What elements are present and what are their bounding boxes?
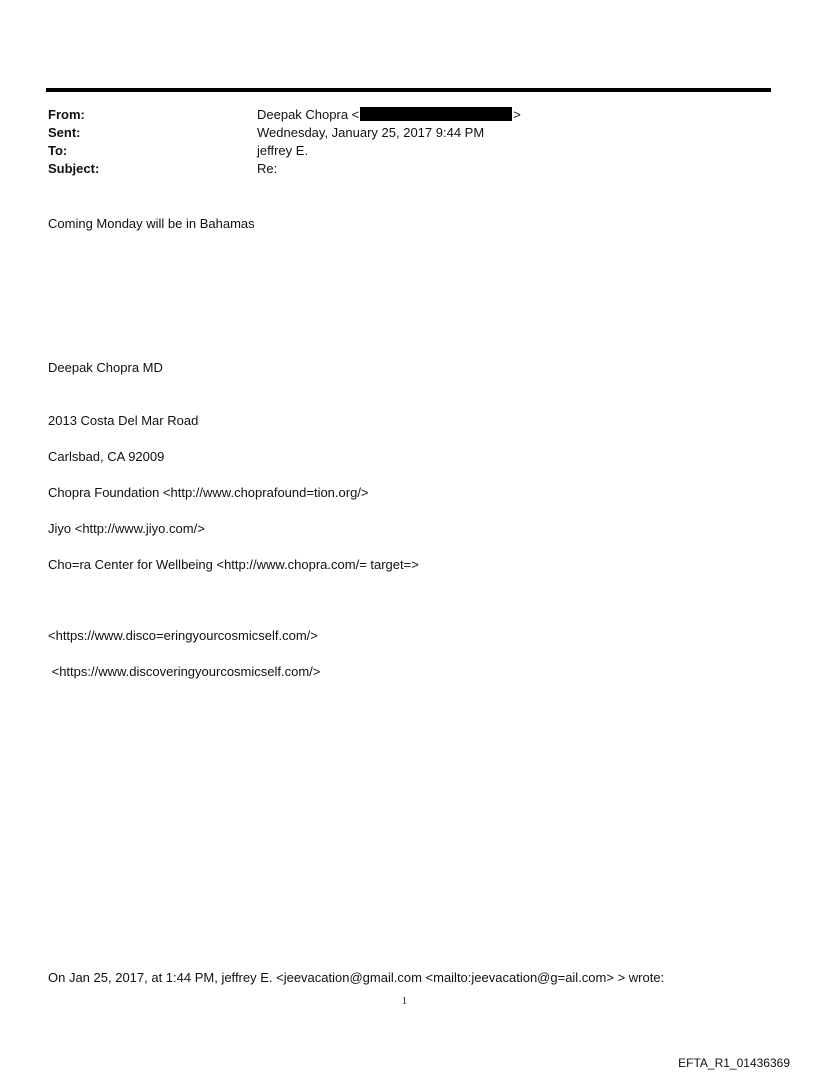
page-number: 1 xyxy=(402,996,407,1007)
to-label: To: xyxy=(48,143,68,158)
to-value: jeffrey E. xyxy=(257,143,309,158)
link-cosmic-self-1[interactable]: <https://www.disco=eringyourcosmicself.com/> xyxy=(48,628,318,643)
from-row xyxy=(48,106,748,124)
sender-email-close: > xyxy=(513,107,521,122)
email-header xyxy=(48,106,748,178)
sent-row xyxy=(48,124,748,142)
redacted-email-block xyxy=(360,107,512,121)
sender-name: Deepak Chopra < xyxy=(257,107,360,122)
subject-value: Re: xyxy=(257,161,278,176)
address-line-1: 2013 Costa Del Mar Road xyxy=(48,413,199,428)
link-jiyo[interactable]: Jiyo <http://www.jiyo.com/> xyxy=(48,521,205,536)
link-chopra-center[interactable]: Cho=ra Center for Wellbeing <http://www.chopra.com/= target=> xyxy=(48,557,419,572)
subject-row xyxy=(48,160,748,178)
subject-label: Subject: xyxy=(48,161,100,176)
document-id: EFTA_R1_01436369 xyxy=(678,1056,790,1070)
sent-value: Wednesday, January 25, 2017 9:44 PM xyxy=(257,125,485,140)
signature-name: Deepak Chopra MD xyxy=(48,360,163,375)
quoted-reply-intro: On Jan 25, 2017, at 1:44 PM, jeffrey E. <jeevacation@gmail.com <mailto:jeevacation@g=ail.com> > wrote: xyxy=(48,970,665,985)
to-row xyxy=(48,142,748,160)
sent-label: Sent: xyxy=(48,125,81,140)
message-text: Coming Monday will be in Bahamas xyxy=(48,216,255,231)
header-divider xyxy=(46,88,771,92)
link-cosmic-self-2[interactable]: <https://www.discoveringyourcosmicself.com/> xyxy=(48,664,321,679)
from-label: From: xyxy=(48,107,85,122)
from-value xyxy=(257,106,521,124)
link-chopra-foundation[interactable]: Chopra Foundation <http://www.choprafound=tion.org/> xyxy=(48,485,369,500)
address-line-2: Carlsbad, CA 92009 xyxy=(48,449,165,464)
